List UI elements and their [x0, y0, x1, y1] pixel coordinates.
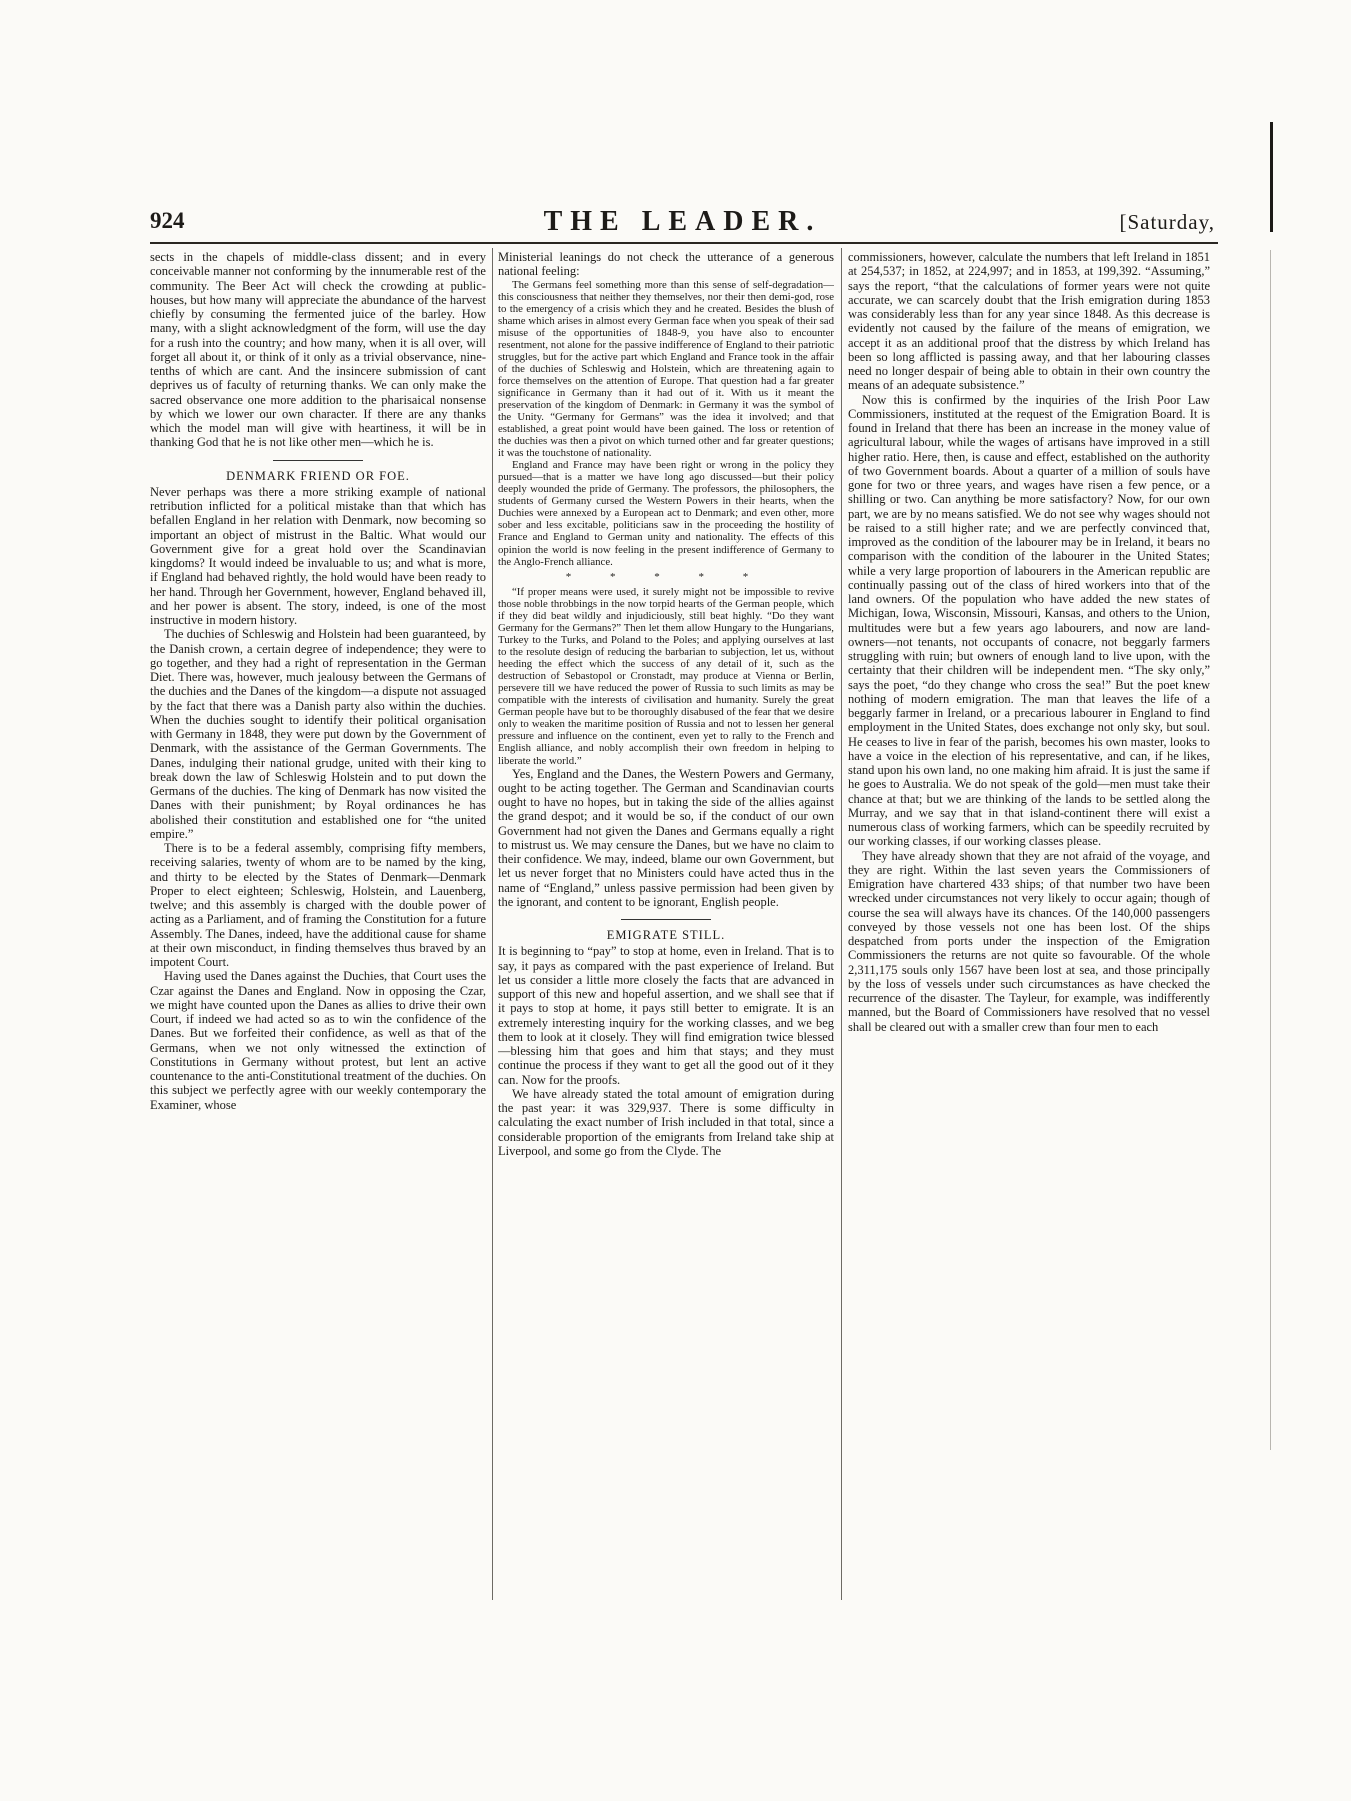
column-2 — [498, 250, 834, 1600]
paragraph: sects in the chapels of middle-class dissent; and in every conceivable manner not conforming by the innumerable rest of the community. The Beer Act will check the crowding at public-houses, but how many will appreciate the abundance of the harvest chiefly by consuming the fermented juice of the barley. How many, with a slight acknowledgment of the form, will use the day for a rush into the country; and how many, when it is all over, will forget all about it, or think of it only as a trivial observance, nine-tenths of which are cant. And the insincere submission of cant deprives us of faculty of returning thanks. We can only make the sacred observance one more addition to the pharisaical nonsense by which we lower our own character. If there are any thanks which the model man will give with heartiness, it will be in thanking God that he is not like other men—which he is. — [150, 250, 486, 450]
margin-rule — [1270, 122, 1273, 232]
paragraph: Yes, England and the Danes, the Western Powers and Germany, ought to be acting together. The German and Scandinavian courts ought to have no hopes, but in taking the side of the allies against the grand despot; and it would be so, if the conduct of our own Government had not given the Danes and Germans equally a right to mistrust us. We may censure the Danes, but we have no claim to their confidence. We may, indeed, blame our own Government, but let us never forget that no Ministers could have acted thus in the name of “England,” unless passive permission had been given by the ignorant, and content to be ignorant, English people. — [498, 766, 834, 909]
quoted-paragraph: The Germans feel something more than this sense of self-degradation—this consciousness that neither they themselves, nor their then demi-god, rose to the emergency of a crisis which they and he created. Besides the blush of shame which arises in almost every German face when you speak of their sad misuse of the opportunities of 1848-9, you have also to encounter resentment, not alone for the passive indifference of England to their patriotic struggles, but for the active part which England and France took in the affair of the duchies of Schleswig and Holstein, which are threatening again to force themselves on the attention of Europe. That question had a far greater significance in Germany than it had out of it. With us it meant the preservation of the kingdom of Denmark: in Germany it was the symbol of the Unity. “Germany for Germans” was the idea it involved; and that established, a great point would have been gained. The loss or retention of the duchies was then a pivot on which turned other and far greater questions; it was the touchstone of nationality. — [498, 278, 834, 460]
column-3 — [848, 250, 1210, 1600]
asterisk-break: * * * * * — [565, 570, 767, 583]
quoted-paragraph: “If proper means were used, it surely might not be impossible to revive those noble throbbings in the now torpid hearts of the German people, which if they did beat wildly and injudiciously, still beat highly. “Do they want Germany for the Germans?” Then let them allow Hungary to the Hungarians, Turkey to the Turks, and Poland to the Poles; and applying ourselves at last to the resolute design of reducing the barbarian to subjection, let us, without heeding the effect which the success of any detail of it, such as the destruction of Sebastopol or Cronstadt, may produce at Vienna or Berlin, persevere till we have reduced the power of Russia to such limits as may be compatible with the interests of civilisation and humanity. Surely the great German people have but to be thoroughly disabused of the fear that we desire only to weaken the maritime position of Russia and not to lessen her general pressure and influence on the continent, even yet to rally to the French and English alliance, and nobly accomplish their own freedom in helping to liberate the world.” — [498, 585, 834, 767]
masthead — [150, 206, 1215, 240]
column-divider — [841, 248, 842, 1600]
paragraph: It is beginning to “pay” to stop at home, even in Ireland. That is to say, it pays as compared with the past experience of Ireland. But let us consider a little more closely the facts that are advanced in support of this new and hopeful assertion, and we shall see that if it pays to stop at home, it pays still better to emigrate. It is an extremely interesting inquiry for the working classes, and we beg them to look at it closely. They will find emigration twice blessed—blessing him that goes and him that stays; and they must continue the process if they want to get all the good out of it they can. Now for the proofs. — [498, 944, 834, 1087]
paragraph: Having used the Danes against the Duchies, that Court uses the Czar against the Danes and England. Now in opposing the Czar, we might have counted upon the Danes as allies to drive their own Court, if indeed we had acted so as to win the confidence of the Danes. But we forfeited their confidence, as well as that of the Germans, when we not only witnessed the extinction of Constitutions in Germany without protest, but lent an active countenance to the anti-Constitutional treatment of the duchies. On this subject we perfectly agree with our weekly contemporary the Examiner, whose — [150, 969, 486, 1112]
paragraph: We have already stated the total amount of emigration during the past year: it was 329,937. There is some difficulty in calculating the exact number of Irish included in that total, since a considerable proportion of the emigrants from Ireland take ship at Liverpool, and some go from the Clyde. The — [498, 1086, 834, 1158]
column-1 — [150, 250, 486, 1600]
quoted-paragraph: England and France may have been right or wrong in the policy they pursued—that is a matter we have long ago discussed—but their policy deeply wounded the pride of Germany. The professors, the philosophers, the students of Germany cursed the Western Powers in their hearts, when the Duchies were annexed by a European act to Denmark; and even other, more sober and less excitable, politicians saw in the proceeding the hostility of France and England to German unity and nationality. The effects of this opinion the world is now feeling in the present indifference of Germany to the Anglo-French alliance. — [498, 459, 834, 568]
paragraph: Ministerial leanings do not check the utterance of a generous national feeling: — [498, 250, 834, 279]
section-divider — [621, 919, 711, 920]
margin-rule-faint — [1270, 250, 1271, 1450]
newspaper-title: THE LEADER. — [543, 206, 822, 237]
paragraph: The duchies of Schleswig and Holstein had been guaranteed, by the Danish crown, a certain degree of independence; they were to go together, and they had a right of representation in the German Diet. There was, however, much jealousy between the Germans of the duchies and the Danes of the kingdom—a dispute not assuaged by the fact that there was a Danish party also within the duchies. When the duchies sought to identify their political organisation with Germany in 1848, they were put down by the Government of Denmark, with the assistance of the German Governments. The Danes, indulging their national grudge, united with their king to break down the law of Schleswig Holstein and to put down the Germans of the duchies. The king of Denmark has now visited the Danes with their punishment; by Royal ordinances he has abolished their constitution and established one for “the united empire.” — [150, 627, 486, 841]
paragraph: There is to be a federal assembly, comprising fifty members, receiving salaries, twenty of whom are to be named by the king, and thirty to be elected by the States of Denmark—Denmark Proper to elect eighteen; Schleswig, Holstein, and Lauenberg, twelve; and this assembly is charged with the double power of acting as a Parliament, and of framing the Constitution for a future Assembly. The Danes, indeed, have the additional cause for shame at their own misconduct, in finding themselves thus braved by an impotent Court. — [150, 841, 486, 969]
section-divider — [273, 460, 363, 461]
page-number: 924 — [150, 208, 185, 233]
paragraph: Never perhaps was there a more striking example of national retribution inflicted for a political mistake than that which has befallen England in her relation with Denmark, now becoming so important an object of mistrust in the Baltic. What would our Government give for a great hold over the Scandinavian kingdoms? It would indeed be invaluable to us; and what is more, if England had behaved rightly, the hold would have been ready to her hand. Through her Government, however, England behaved ill, and her power is absent. The story, indeed, is one of the most instructive in modern history. — [150, 484, 486, 627]
column-divider — [492, 248, 493, 1600]
article-heading: EMIGRATE STILL. — [606, 928, 726, 943]
paragraph: They have already shown that they are not afraid of the voyage, and they are right. Within the last seven years the Commissioners of Emigration have chartered 433 ships; of that number two have been wrecked under circumstances not very likely to occur again; though of course the sea will always have its chances. Of the 140,000 passengers conveyed by those vessels not one has been lost. Of the ships despatched from ports under the inspection of the Emigration Commissioners the returns are not quite so favourable. Of the whole 2,311,175 souls only 1567 have been lost at sea, and those principally by the loss of vessels under such circumstances as have checked the recurrence of the disaster. The Tayleur, for example, was indifferently manned, but the Board of Commissioners have resolved that no vessel shall be cleared out with a smaller crew than four men to each — [848, 848, 1210, 1034]
masthead-rule — [150, 242, 1218, 244]
paragraph: commissioners, however, calculate the numbers that left Ireland in 1851 at 254,537; in 1852, at 224,997; and in 1853, at 199,392. “Assuming,” says the report, “that the calculations of former years were not quite accurate, we can scarcely doubt that the Irish emigration during 1853 was considerably less than for any year since 1848. As this decrease is evidently not caused by the failure of the means of emigration, we accept it as an additional proof that the distress by which Ireland has been so long afflicted is passing away, and that her labouring classes need no longer despair of being able to obtain in their own country the means of an adequate subsistence.” — [848, 250, 1210, 393]
day-label: [Saturday, — [1119, 210, 1215, 234]
paragraph: Now this is confirmed by the inquiries of the Irish Poor Law Commissioners, instituted at the request of the Emigration Board. It is found in Ireland that there has been an increase in the money value of agricultural labour, while the wages of artisans have improved in a still higher ratio. Here, then, is cause and effect, established on the authority of two Government boards. About a quarter of a million of souls have gone for two or three years, and wages have risen a few pence, or a shilling or two. Can anything be more satisfactory? Now, for our own part, we are by no means satisfied. We do not see why wages should not be raised to a still higher rate; and we are perfectly convinced that, improved as the condition of the labourer may be in Ireland, it bears no comparison with the condition of the labourer in the United States; while a very large proportion of labourers in the American republic are continually passing out of the class of hired workers into that of the land owners. Of the population who have added the new states of Michigan, Iowa, Wisconsin, Missouri, Kansas, and others to the Union, multitudes were but a few years ago labourers, and now are land-owners—not tenants, not occupants of conacre, not beggarly farmers struggling with ruin; but owners of enough land to live upon, with the certainty that their children will be independent men. “The sky only,” says the poet, “do they change who cross the sea!” But the poet knew nothing of modern emigration. The man that leaves the life of a beggarly farmer in Ireland, or a precarious labourer in England to find employment in the United States, does exchange not only sky, but soul. He ceases to live in fear of the parish, becomes his own master, looks to have a voice in the election of his representative, and can, if he likes, stand upon his own land, no one making him afraid. It is just the same if he goes to Australia. We do not speak of the gold—men must take their chance at that; but we are thinking of the lands to be settled along the Murray, and we say that in that island-continent there will exist a numerous class of working farmers, which can be speedily recruited by our working classes, if our working classes please. — [848, 392, 1210, 849]
article-heading: DENMARK FRIEND OR FOE. — [226, 468, 410, 483]
